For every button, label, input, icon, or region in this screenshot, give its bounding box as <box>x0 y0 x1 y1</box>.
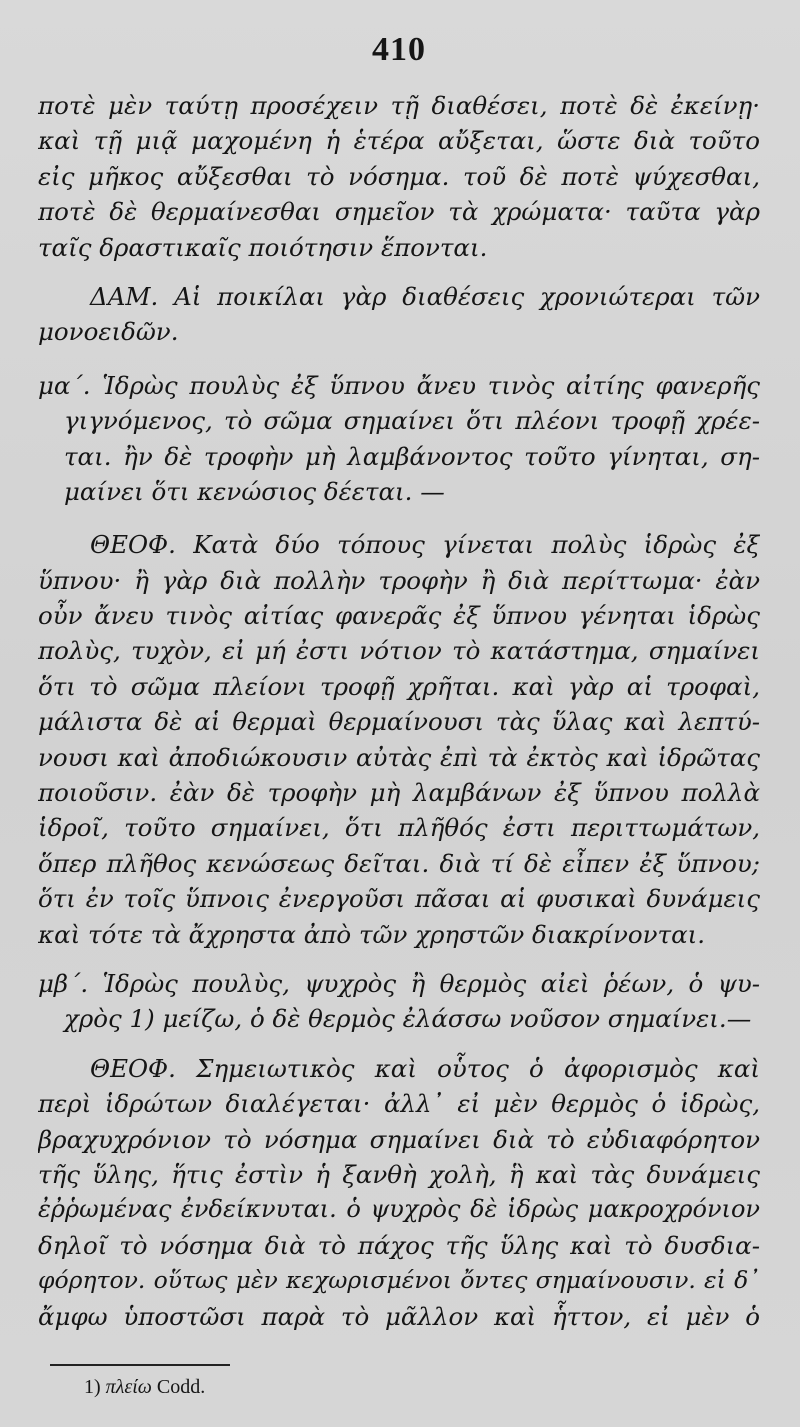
text-line: ἱδροῖ, τοῦτο σημαίνει, ὅτι πλῆθός ἐστι περιττωμάτων, <box>38 813 760 843</box>
text-line: ὅτι τὸ σῶμα πλείονι τροφῇ χρῆται. καὶ γὰρ αἱ τροφαὶ, <box>38 671 760 701</box>
page-number: 410 <box>372 31 426 68</box>
text-line: φόρητον. οὕτως μὲν κεχωρισμένοι ὄντες σημαίνουσιν. εἰ δ᾽ <box>38 1266 760 1295</box>
text-line: ταῖς δραστικαῖς ποιότησιν ἕπονται. <box>38 232 488 262</box>
text-line: ὕπνου· ἢ γὰρ διὰ πολλὴν τροφὴν ἢ διὰ περίττωμα· ἐὰν <box>38 565 760 595</box>
text-line: ΔΑΜ. Αἱ ποικίλαι γὰρ διαθέσεις χρονιώτεραι τῶν <box>90 281 760 311</box>
text-line: ὅπερ πλῆθος κενώσεως δεῖται. διὰ τί δὲ εἶπεν ἐξ ὕπνου; <box>38 848 760 878</box>
text-line: μαίνει ὅτι κενώσιος δέεται. — <box>64 476 445 506</box>
paragraph-dam <box>38 279 760 350</box>
paragraph-continuation <box>38 88 760 265</box>
text-line: τῆς ὕλης, ἥτις ἐστὶν ἡ ξανθὴ χολὴ, ἣ καὶ τὰς δυνάμεις <box>38 1159 760 1189</box>
text-line: ὅτι ἐν τοῖς ὕπνοις ἐνεργοῦσι πᾶσαι αἱ φυσικαὶ δυνάμεις <box>38 884 760 914</box>
text-line: μονοειδῶν. <box>38 317 179 347</box>
text-line: καὶ τότε τὰ ἄχρηστα ἀπὸ τῶν χρηστῶν διακρίνονται. <box>38 919 706 949</box>
text-line: μάλιστα δὲ αἱ θερμαὶ θερμαίνουσι τὰς ὕλας καὶ λεπτύ- <box>38 707 760 737</box>
text-line: μβ΄. Ἱδρὼς πουλὺς, ψυχρὸς ἢ θερμὸς αἰεὶ ῥέων, ὁ ψυ- <box>38 968 760 998</box>
text-line: καὶ τῇ μιᾷ μαχομένη ἡ ἑτέρα αὔξεται, ὥστε διὰ τοῦτο <box>38 126 760 156</box>
text-line: ποτὲ μὲν ταύτῃ προσέχειν τῇ διαθέσει, ποτὲ δὲ ἐκείνῃ· <box>38 91 760 120</box>
footnote-variant: πλείω <box>105 1376 152 1398</box>
text-line: γιγνόμενος, τὸ σῶμα σημαίνει ὅτι πλέονι τροφῇ χρέε- <box>64 406 760 436</box>
footnote-rule <box>50 1364 230 1366</box>
text-line: πολὺς, τυχὸν, εἰ μή ἐστι νότιον τὸ κατάστημα, σημαίνει <box>38 636 760 666</box>
text-line: χρὸς 1) μείζω, ὁ δὲ θερμὸς ἐλάσσω νοῦσον σημαίνει.— <box>64 1004 752 1034</box>
text-line: μα΄. Ἱδρὼς πουλὺς ἐξ ὕπνου ἄνευ τινὸς αἰτίης φανερῆς <box>38 370 760 400</box>
footnote <box>84 1374 205 1400</box>
text-line: βραχυχρόνιον τὸ νόσημα σημαίνει διὰ τὸ εὐδιαφόρητον <box>38 1124 760 1154</box>
text-line: ΘΕΟΦ. Σημειωτικὸς καὶ οὗτος ὁ ἀφορισμὸς καὶ <box>90 1053 760 1083</box>
footnote-marker: 1) <box>84 1376 101 1398</box>
text-line: δηλοῖ τὸ νόσημα διὰ τὸ πάχος τῆς ὕλης καὶ τὸ δυσδια- <box>38 1230 760 1260</box>
commentary-theoph-2 <box>38 1051 760 1334</box>
text-line: ἄμφω ὑποστῶσι παρὰ τὸ μᾶλλον καὶ ἧττον, εἰ μὲν ὁ <box>38 1301 760 1331</box>
text-line: ται. ἢν δὲ τροφὴν μὴ λαμβάνοντος τοῦτο γίνηται, ση- <box>64 441 760 471</box>
aphorism-41 <box>38 368 760 510</box>
text-line: περὶ ἱδρώτων διαλέγεται· ἀλλ᾽ εἰ μὲν θερμὸς ὁ ἱδρὼς, <box>38 1089 760 1119</box>
text-line: ποιοῦσιν. ἐὰν δὲ τροφὴν μὴ λαμβάνων ἐξ ὕπνου πολλὰ <box>38 778 760 808</box>
text-line: οὖν ἄνευ τινὸς αἰτίας φανερᾶς ἐξ ὕπνου γένηται ἱδρὼς <box>38 601 760 631</box>
commentary-theoph-1 <box>38 527 760 952</box>
text-line: ΘΕΟΦ. Κατὰ δύο τόπους γίνεται πολὺς ἱδρὼς ἐξ <box>90 530 760 560</box>
text-line: εἰς μῆκος αὔξεσθαι τὸ νόσημα. τοῦ δὲ ποτὲ ψύχεσθαι, <box>38 161 760 191</box>
footnote-source: Codd. <box>156 1376 206 1398</box>
text-line: νουσι καὶ ἀποδιώκουσιν αὐτὰς ἐπὶ τὰ ἐκτὸς καὶ ἱδρῶτας <box>38 742 760 772</box>
text-line: ποτὲ δὲ θερμαίνεσθαι σημεῖον τὰ χρώματα· ταῦτα γὰρ <box>38 197 760 227</box>
text-line: ἐῤῥωμένας ἐνδείκνυται. ὁ ψυχρὸς δὲ ἱδρὼς μακροχρόνιον <box>38 1195 760 1224</box>
aphorism-42 <box>38 966 760 1037</box>
